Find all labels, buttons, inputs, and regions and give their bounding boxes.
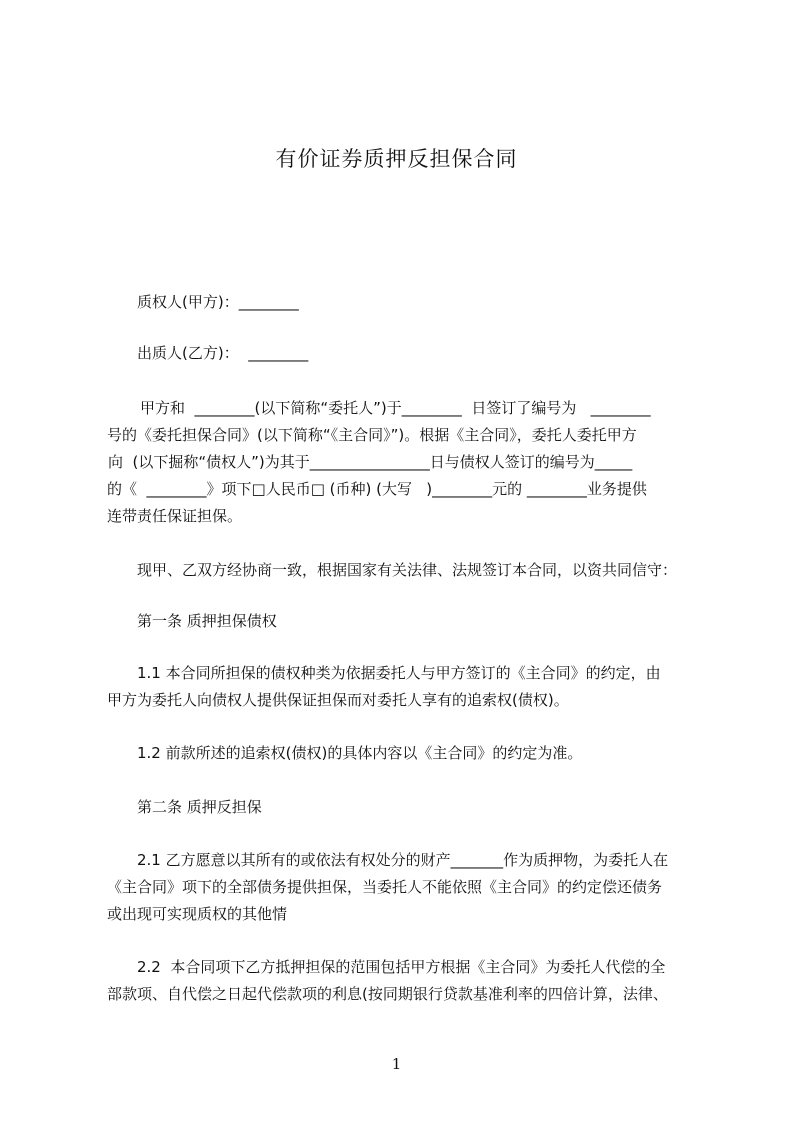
clause-line: 2.1 乙方愿意以其所有的或依法有权处分的财产_______作为质押物，为委托人在 bbox=[137, 851, 669, 869]
article-heading: 第二条 质押反担保 bbox=[137, 798, 262, 816]
paragraph-line: 向 (以下掘称“债权人”)为其于________________日与债权人签订的编号为_____ bbox=[108, 453, 633, 471]
paragraph-line: 现甲、乙双方经协商一致，根据国家有关法律、法规签订本合同，以资共同信守： bbox=[137, 561, 678, 579]
paragraph-line: 连带责任保证担保。 bbox=[107, 507, 243, 525]
paragraph-line: 号的《委托担保合同》(以下简称“《主合同》”)。根据《主合同》，委托人委托甲方 bbox=[107, 426, 637, 444]
paragraph-line: 甲方和 ________(以下简称“委托人”)于________ 日签订了编号为 ________ bbox=[140, 399, 651, 417]
document-title: 有价证券质押反担保合同 bbox=[275, 147, 518, 171]
clause-line: 甲方为委托人向债权人提供保证担保而对委托人享有的追索权(债权)。 bbox=[107, 691, 569, 709]
clause-line: 或出现可实现质权的其他情 bbox=[107, 905, 288, 923]
clause-line: 1.1 本合同所担保的债权种类为依据委托人与甲方签订的《主合同》的约定，由 bbox=[137, 664, 661, 682]
clause-line: 1.2 前款所述的追索权(债权)的具体内容以《主合同》的约定为准。 bbox=[137, 744, 583, 762]
pledgee-line: 质权人(甲方)：________ bbox=[137, 293, 299, 311]
clause-line: 2.2 本合同项下乙方抵押担保的范围包括甲方根据《主合同》为委托人代偿的全 bbox=[137, 958, 666, 976]
paragraph-line: 的《 ________》项下□人民币□ (币种) (大写 )________元的 ________业务提供 bbox=[107, 480, 647, 498]
clause-line: 部款项、自代偿之日起代偿款项的利息(按同期银行贷款基准利率的四倍计算，法律、 bbox=[107, 985, 668, 1003]
article-heading: 第一条 质押担保债权 bbox=[137, 612, 277, 630]
clause-line: 《主合同》项下的全部债务提供担保，当委托人不能依照《主合同》的约定偿还债务 bbox=[107, 878, 663, 896]
page-number: 1 bbox=[391, 1055, 402, 1073]
pledgor-line: 出质人(乙方)： ________ bbox=[137, 344, 309, 362]
